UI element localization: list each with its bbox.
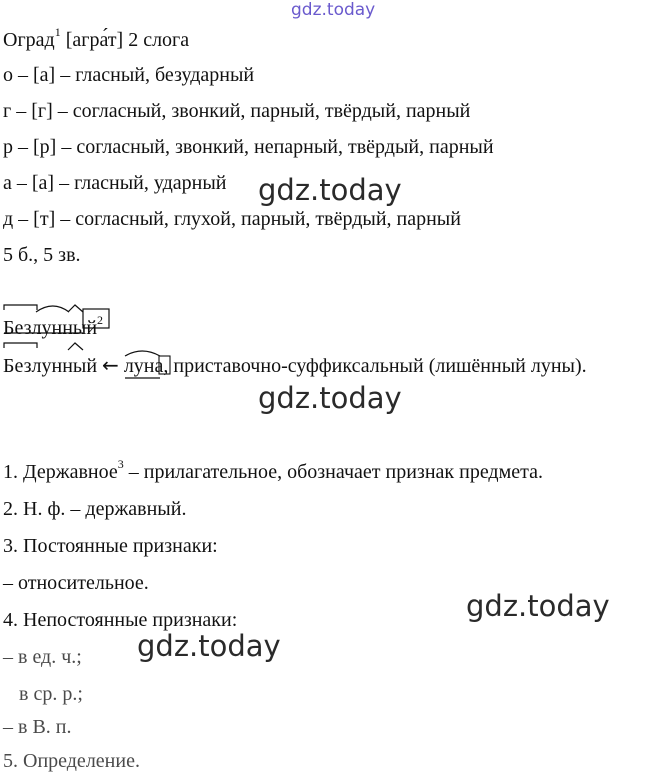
morph-item-1-text: 1. Державное — [3, 461, 118, 483]
phonetic-word: Оград — [3, 29, 55, 51]
morph-item-2: 2. Н. ф. – державный. — [3, 498, 187, 520]
base-word-text: луна — [123, 355, 164, 377]
morph-item-5: 5. Определение. — [3, 750, 140, 772]
morph-item-3: 3. Постоянные признаки: — [3, 535, 218, 557]
morph-item-3-sub: – относительное. — [3, 572, 149, 594]
derivation-line — [3, 353, 587, 378]
footnote-3: 3 — [117, 457, 124, 472]
footnote-1: 1 — [54, 25, 61, 40]
base-word — [124, 354, 164, 378]
phonetic-line-r: р – [р] – согласный, звонкий, непарный, твёрдый, парный — [3, 136, 494, 158]
morph-item-4-sub-1: – в ед. ч.; — [3, 646, 82, 668]
derivation-word-text: Безлунный — [3, 355, 98, 377]
morpheme-word-text: Безлунный — [3, 317, 98, 339]
phonetic-line-o: о – [а] – гласный, безударный — [3, 64, 255, 86]
derivation-word — [3, 354, 97, 378]
morph-item-4-sub-2: в ср. р.; — [19, 683, 83, 705]
phonetic-summary: 5 б., 5 зв. — [3, 244, 81, 266]
watermark-bottom: gdz.today — [137, 629, 281, 663]
watermark-lower: gdz.today — [258, 381, 402, 415]
derivation-rest: , приставочно-суффиксальный (лишённый луны). — [163, 355, 587, 377]
footnote-2: 2 — [97, 313, 104, 328]
phonetic-line-a: а – [а] – гласный, ударный — [3, 172, 227, 194]
watermark-top: gdz.today — [291, 0, 376, 20]
phonetic-transcription: [агра́т] 2 слога — [60, 29, 190, 51]
morph-item-4-sub-3: – в В. п. — [3, 716, 72, 738]
left-arrow-icon: ← — [102, 353, 119, 377]
morph-item-4: 4. Непостоянные признаки: — [3, 609, 238, 631]
phonetic-line-g: г – [г] – согласный, звонкий, парный, твёрдый, парный — [3, 100, 471, 122]
watermark-right: gdz.today — [466, 589, 610, 623]
morpheme-line — [3, 313, 104, 340]
watermark-mid: gdz.today — [258, 173, 402, 207]
phonetic-header — [3, 25, 190, 52]
phonetic-line-d: д – [т] – согласный, глухой, парный, твёрдый, парный — [3, 208, 461, 230]
morph-item-1-rest: – прилагательное, обозначает признак предмета. — [123, 461, 544, 483]
morpheme-word — [3, 316, 97, 340]
morph-item-1 — [3, 457, 544, 484]
